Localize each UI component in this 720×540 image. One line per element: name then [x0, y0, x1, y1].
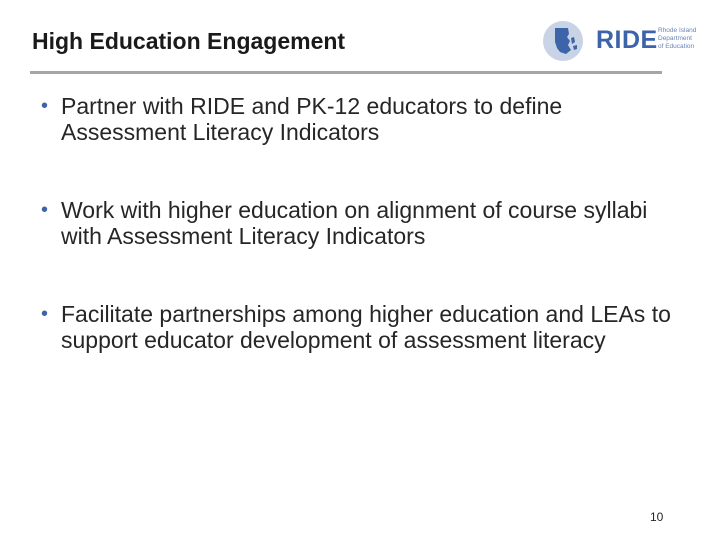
rhode-island-state-map-icon — [542, 20, 584, 62]
page-number: 10 — [650, 510, 664, 524]
title-divider — [30, 71, 662, 74]
bullet-item: • Facilitate partnerships among higher education and LEAs to support educator development of assessment literacy — [41, 301, 681, 353]
bullet-list — [41, 93, 681, 405]
logo-tagline — [658, 27, 702, 51]
ride-logo — [542, 18, 702, 64]
logo-tagline-line: Department — [658, 35, 692, 42]
logo-wordmark: RIDE — [596, 26, 658, 54]
bullet-item: • Work with higher education on alignment of course syllabi with Assessment Literacy Indicators — [41, 197, 681, 249]
slide-title: High Education Engagement — [32, 28, 346, 54]
logo-tagline-line: Rhode Island — [658, 27, 697, 34]
bullet-item: • Partner with RIDE and PK-12 educators to define Assessment Literacy Indicators — [41, 93, 681, 145]
logo-tagline-line: of Education — [658, 43, 695, 50]
